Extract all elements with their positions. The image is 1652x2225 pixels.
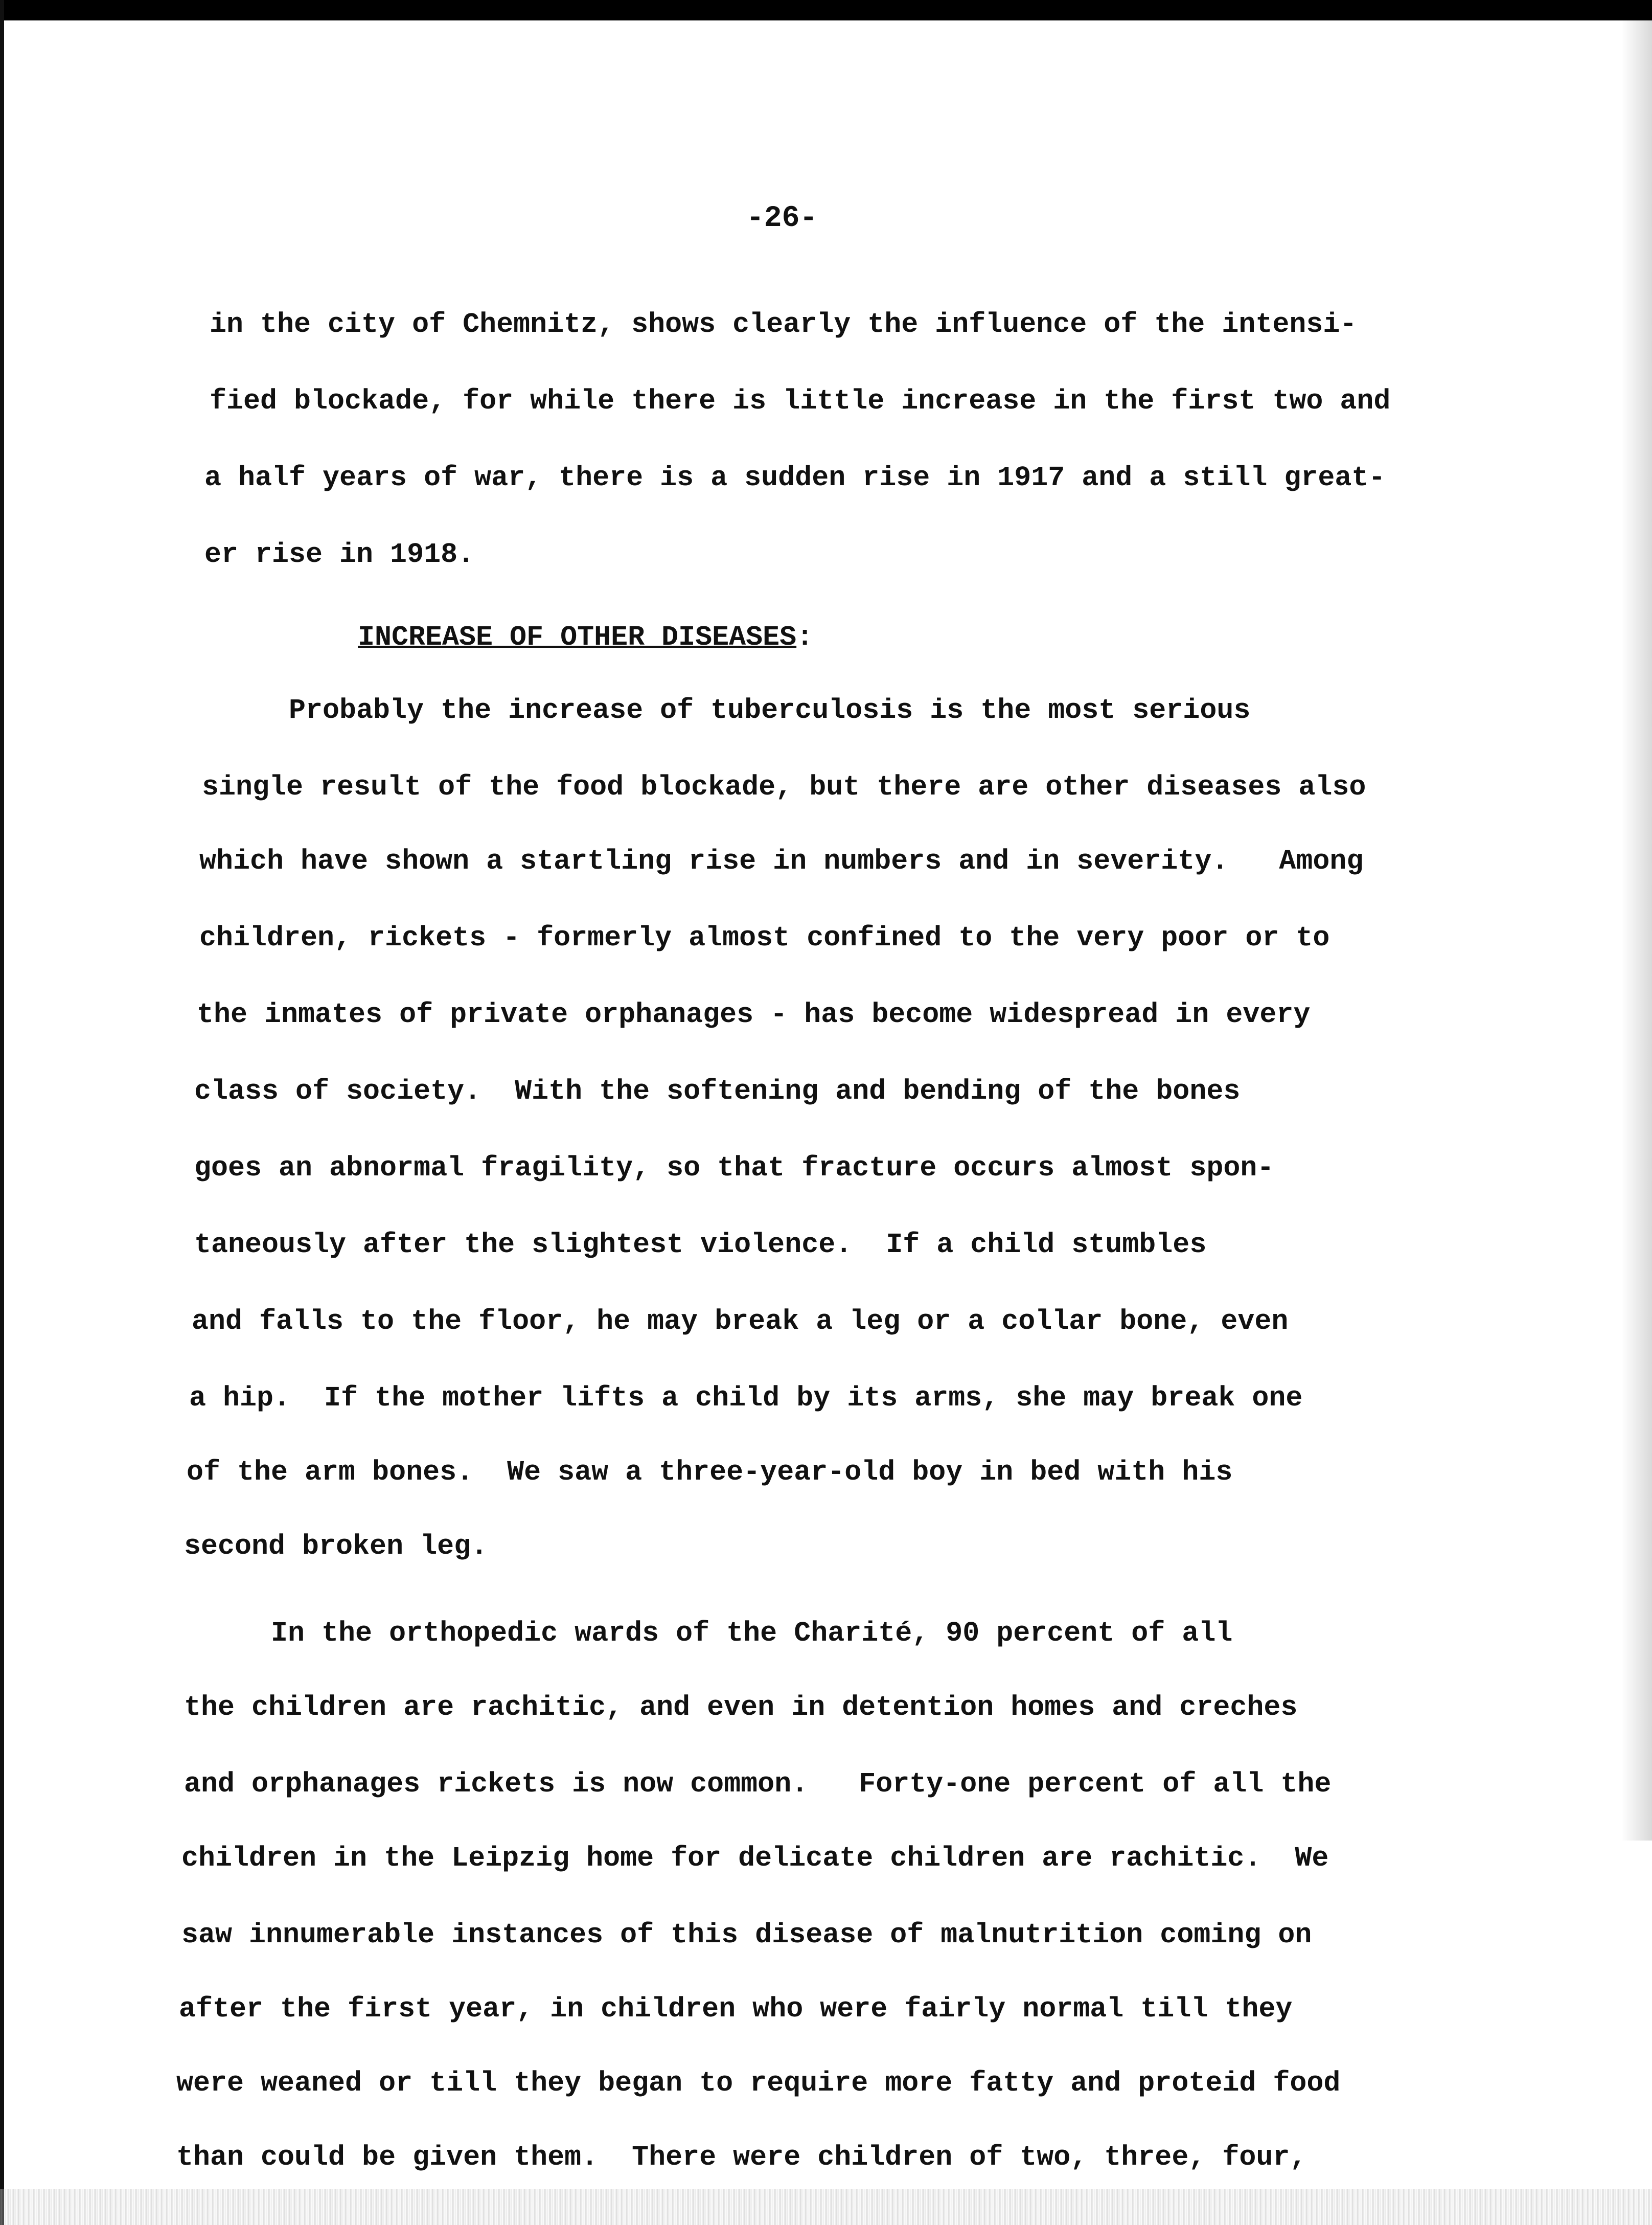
- scan-top-border: [0, 0, 1652, 20]
- page-number: -26-: [746, 202, 818, 235]
- paragraph-line: er rise in 1918.: [204, 538, 475, 571]
- paragraph-line: after the first year, in children who were fairly normal till they: [179, 1993, 1293, 2025]
- scan-right-shadow: [1621, 0, 1652, 1841]
- paragraph-line: children in the Leipzig home for delicate children are rachitic. We: [181, 1842, 1329, 1874]
- paragraph-line: a hip. If the mother lifts a child by its arms, she may break one: [189, 1382, 1303, 1414]
- paragraph-line: and orphanages rickets is now common. Forty-one percent of all the: [184, 1768, 1332, 1800]
- paragraph-line: Probably the increase of tuberculosis is the most serious: [204, 694, 1251, 726]
- paragraph-line: the inmates of private orphanages - has become widespread in every: [197, 998, 1311, 1031]
- paragraph-line: goes an abnormal fragility, so that fracture occurs almost spon-: [194, 1152, 1274, 1184]
- scan-bottom-noise: [0, 2189, 1652, 2225]
- paragraph-line: which have shown a startling rise in numbers and in severity. Among: [199, 845, 1364, 877]
- paragraph-line: than could be given them. There were children of two, three, four,: [176, 2141, 1307, 2173]
- paragraph-line: and falls to the floor, he may break a leg or a collar bone, even: [192, 1305, 1289, 1337]
- paragraph-line: a half years of war, there is a sudden rise in 1917 and a still great-: [204, 462, 1386, 494]
- paragraph-line: class of society. With the softening and bending of the bones: [194, 1075, 1241, 1107]
- paragraph-line: fied blockade, for while there is little increase in the first two and: [210, 385, 1391, 417]
- paragraph-line: in the city of Chemnitz, shows clearly the influence of the intensi-: [210, 308, 1357, 340]
- paragraph-line: the children are rachitic, and even in detention homes and creches: [184, 1691, 1298, 1723]
- paragraph-line: saw innumerable instances of this disease of malnutrition coming on: [181, 1919, 1312, 1951]
- paragraph-line: children, rickets - formerly almost confined to the very poor or to: [199, 922, 1330, 954]
- scan-left-edge: [0, 0, 4, 2225]
- paragraph-line: second broken leg.: [184, 1530, 488, 1562]
- paragraph-line: were weaned or till they began to require more fatty and proteid food: [176, 2067, 1341, 2099]
- paragraph-line: In the orthopedic wards of the Charité, 90 percent of all: [187, 1617, 1233, 1649]
- section-heading-colon: :: [796, 621, 814, 653]
- paragraph-line: single result of the food blockade, but there are other diseases also: [202, 771, 1366, 803]
- paragraph-line: taneously after the slightest violence. If a child stumbles: [194, 1229, 1207, 1261]
- paragraph-line: of the arm bones. We saw a three-year-old boy in bed with his: [187, 1456, 1233, 1488]
- section-heading-text: INCREASE OF OTHER DISEASES: [358, 621, 797, 653]
- section-heading: [358, 621, 813, 653]
